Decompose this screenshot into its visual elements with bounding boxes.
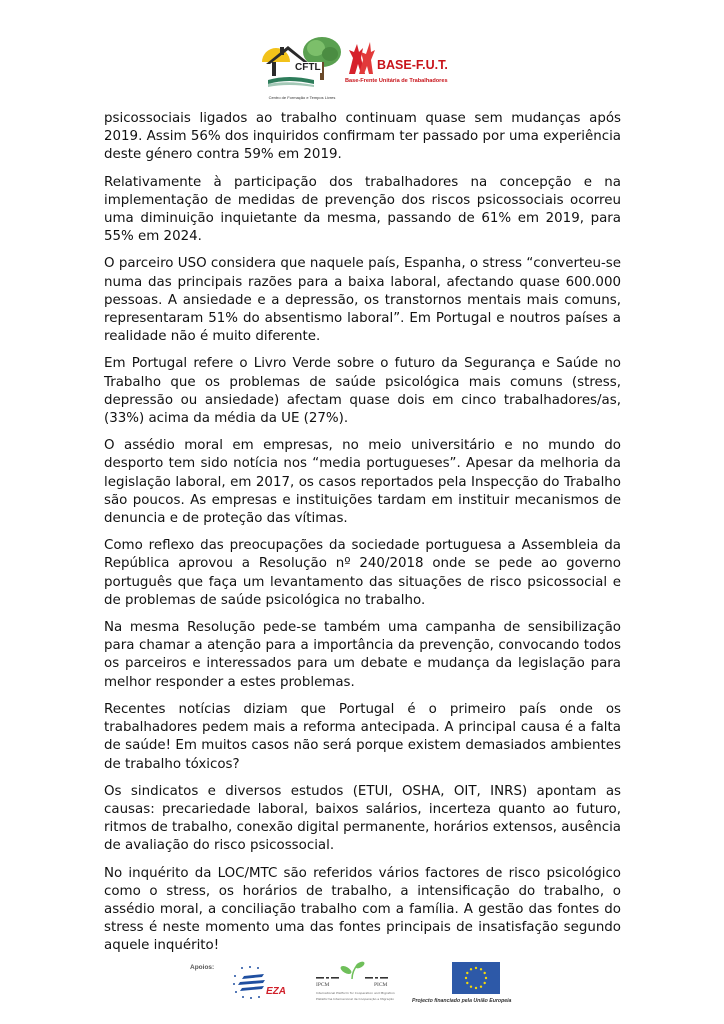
eza-stars-stripes-icon (230, 962, 266, 1002)
paragraph: Relativamente à participação dos trabalhadores na concepção e na implementação de medidas de prevenção dos riscos psicossociais ocorreu uma diminuição inquietante da mesma, passando de 61% em 2019, para 55% em 2024. (104, 174, 621, 245)
document-body (104, 110, 621, 965)
page-footer (0, 958, 724, 1024)
cftl-logo-caption: Centro de Formação e Tempos Livres (268, 95, 336, 100)
paragraph: No inquérito da LOC/MTC são referidos vários factores de risco psicológico como o stress, os horários de trabalho, a intensificação do trabalho, o assédio moral, a conciliação trabalho com a família. A gestão das fontes do stress é neste momento uma das fontes principais de insatisfação segundo aquele inquérito! (104, 865, 621, 954)
cftl-logo (258, 32, 346, 104)
eza-logo-text: EZA (266, 986, 286, 997)
cftl-logo-mark: CFTL (295, 62, 321, 73)
apoios-label: Apoios: (190, 964, 215, 971)
paragraph: O assédio moral em empresas, no meio universitário e no mundo do desporto tem sido notícia nos “media portugueses”. Apesar da melhoria da legislação laboral, em 2017, os casos reportados pela Inspecção do Trabalho são poucos. As empresas e instituições tardam em instituir mecanismos de denuncia e de proteção das vítimas. (104, 438, 621, 527)
base-fut-logo-name: BASE-F.U.T. (377, 58, 448, 72)
base-fut-logo-subtitle: Base-Frente Unitária de Trabalhadores (345, 78, 448, 84)
paragraph: Em Portugal refere o Livro Verde sobre o futuro da Segurança e Saúde no Trabalho que os problemas de saúde psicológica mais comuns (stress, depressão ou ansiedade) afectam quase dois em cinco trabalhadores/as, (33%) acima da média da UE (27%). (104, 356, 621, 427)
ipcm-logo (312, 960, 396, 1010)
eu-funding-caption: Projecto financiado pela União Europeia (412, 998, 512, 1004)
paragraph: psicossociais ligados ao trabalho continuam quase sem mudanças após 2019. Assim 56% dos inquiridos confirmam ter passado por uma experiência deste género contra 59% em 2019. (104, 111, 621, 163)
ipcm-logo-line1: International Platform for Cooperation and Migration (316, 991, 395, 995)
paragraph: Na mesma Resolução pede-se também uma campanha de sensibilização para chamar a atenção para a importância da prevenção, convocando todos os parceiros e interessados para um debate e mudança da legislação para melhor responder a estes problemas. (104, 620, 621, 690)
paragraph: O parceiro USO considera que naquele país, Espanha, o stress “converteu-se numa das principais razões para a baixa laboral, afectando quase 600.000 pessoas. A ansiedade e a depressão, os transtornos mentais mais comuns, representaram 51% do absentismo laboral”. Em Portugal e noutros países a realidade não é muito diferente. (104, 256, 621, 345)
workers-figures-icon (345, 40, 377, 76)
paragraph: Os sindicatos e diversos estudos (ETUI, OSHA, OIT, INRS) apontam as causas: precariedade laboral, baixos salários, incerteza quanto ao futuro, ritmos de trabalho, conexão digital permanente, horários extensos, ausência de avaliação do risco psicossocial. (104, 783, 621, 854)
page-header (0, 28, 724, 108)
eu-flag-icon (452, 962, 500, 994)
ipcm-logo-line2: Plataforma Internacional de Cooperação e Migração (316, 997, 394, 1001)
ipcm-sprout-icon (312, 960, 392, 980)
ipcm-logo-right: PICM (374, 982, 388, 988)
base-fut-logo (345, 40, 470, 94)
eza-logo (230, 962, 294, 1002)
paragraph: Recentes notícias diziam que Portugal é o primeiro país onde os trabalhadores pedem mais a reforma antecipada. A principal causa é a falta de saúde! Em muitos casos não será porque existem demasiados ambientes de trabalho tóxicos? (104, 701, 621, 772)
paragraph: Como reflexo das preocupações da sociedade portuguesa a Assembleia da República aprovou a Resolução nº 240/2018 onde se pede ao governo português que faça um levantamento das situações de risco psicossocial e de problemas de saúde psicológica no trabalho. (104, 538, 621, 608)
ipcm-logo-left: IPCM (316, 982, 330, 988)
eu-stars-icon (452, 962, 500, 994)
